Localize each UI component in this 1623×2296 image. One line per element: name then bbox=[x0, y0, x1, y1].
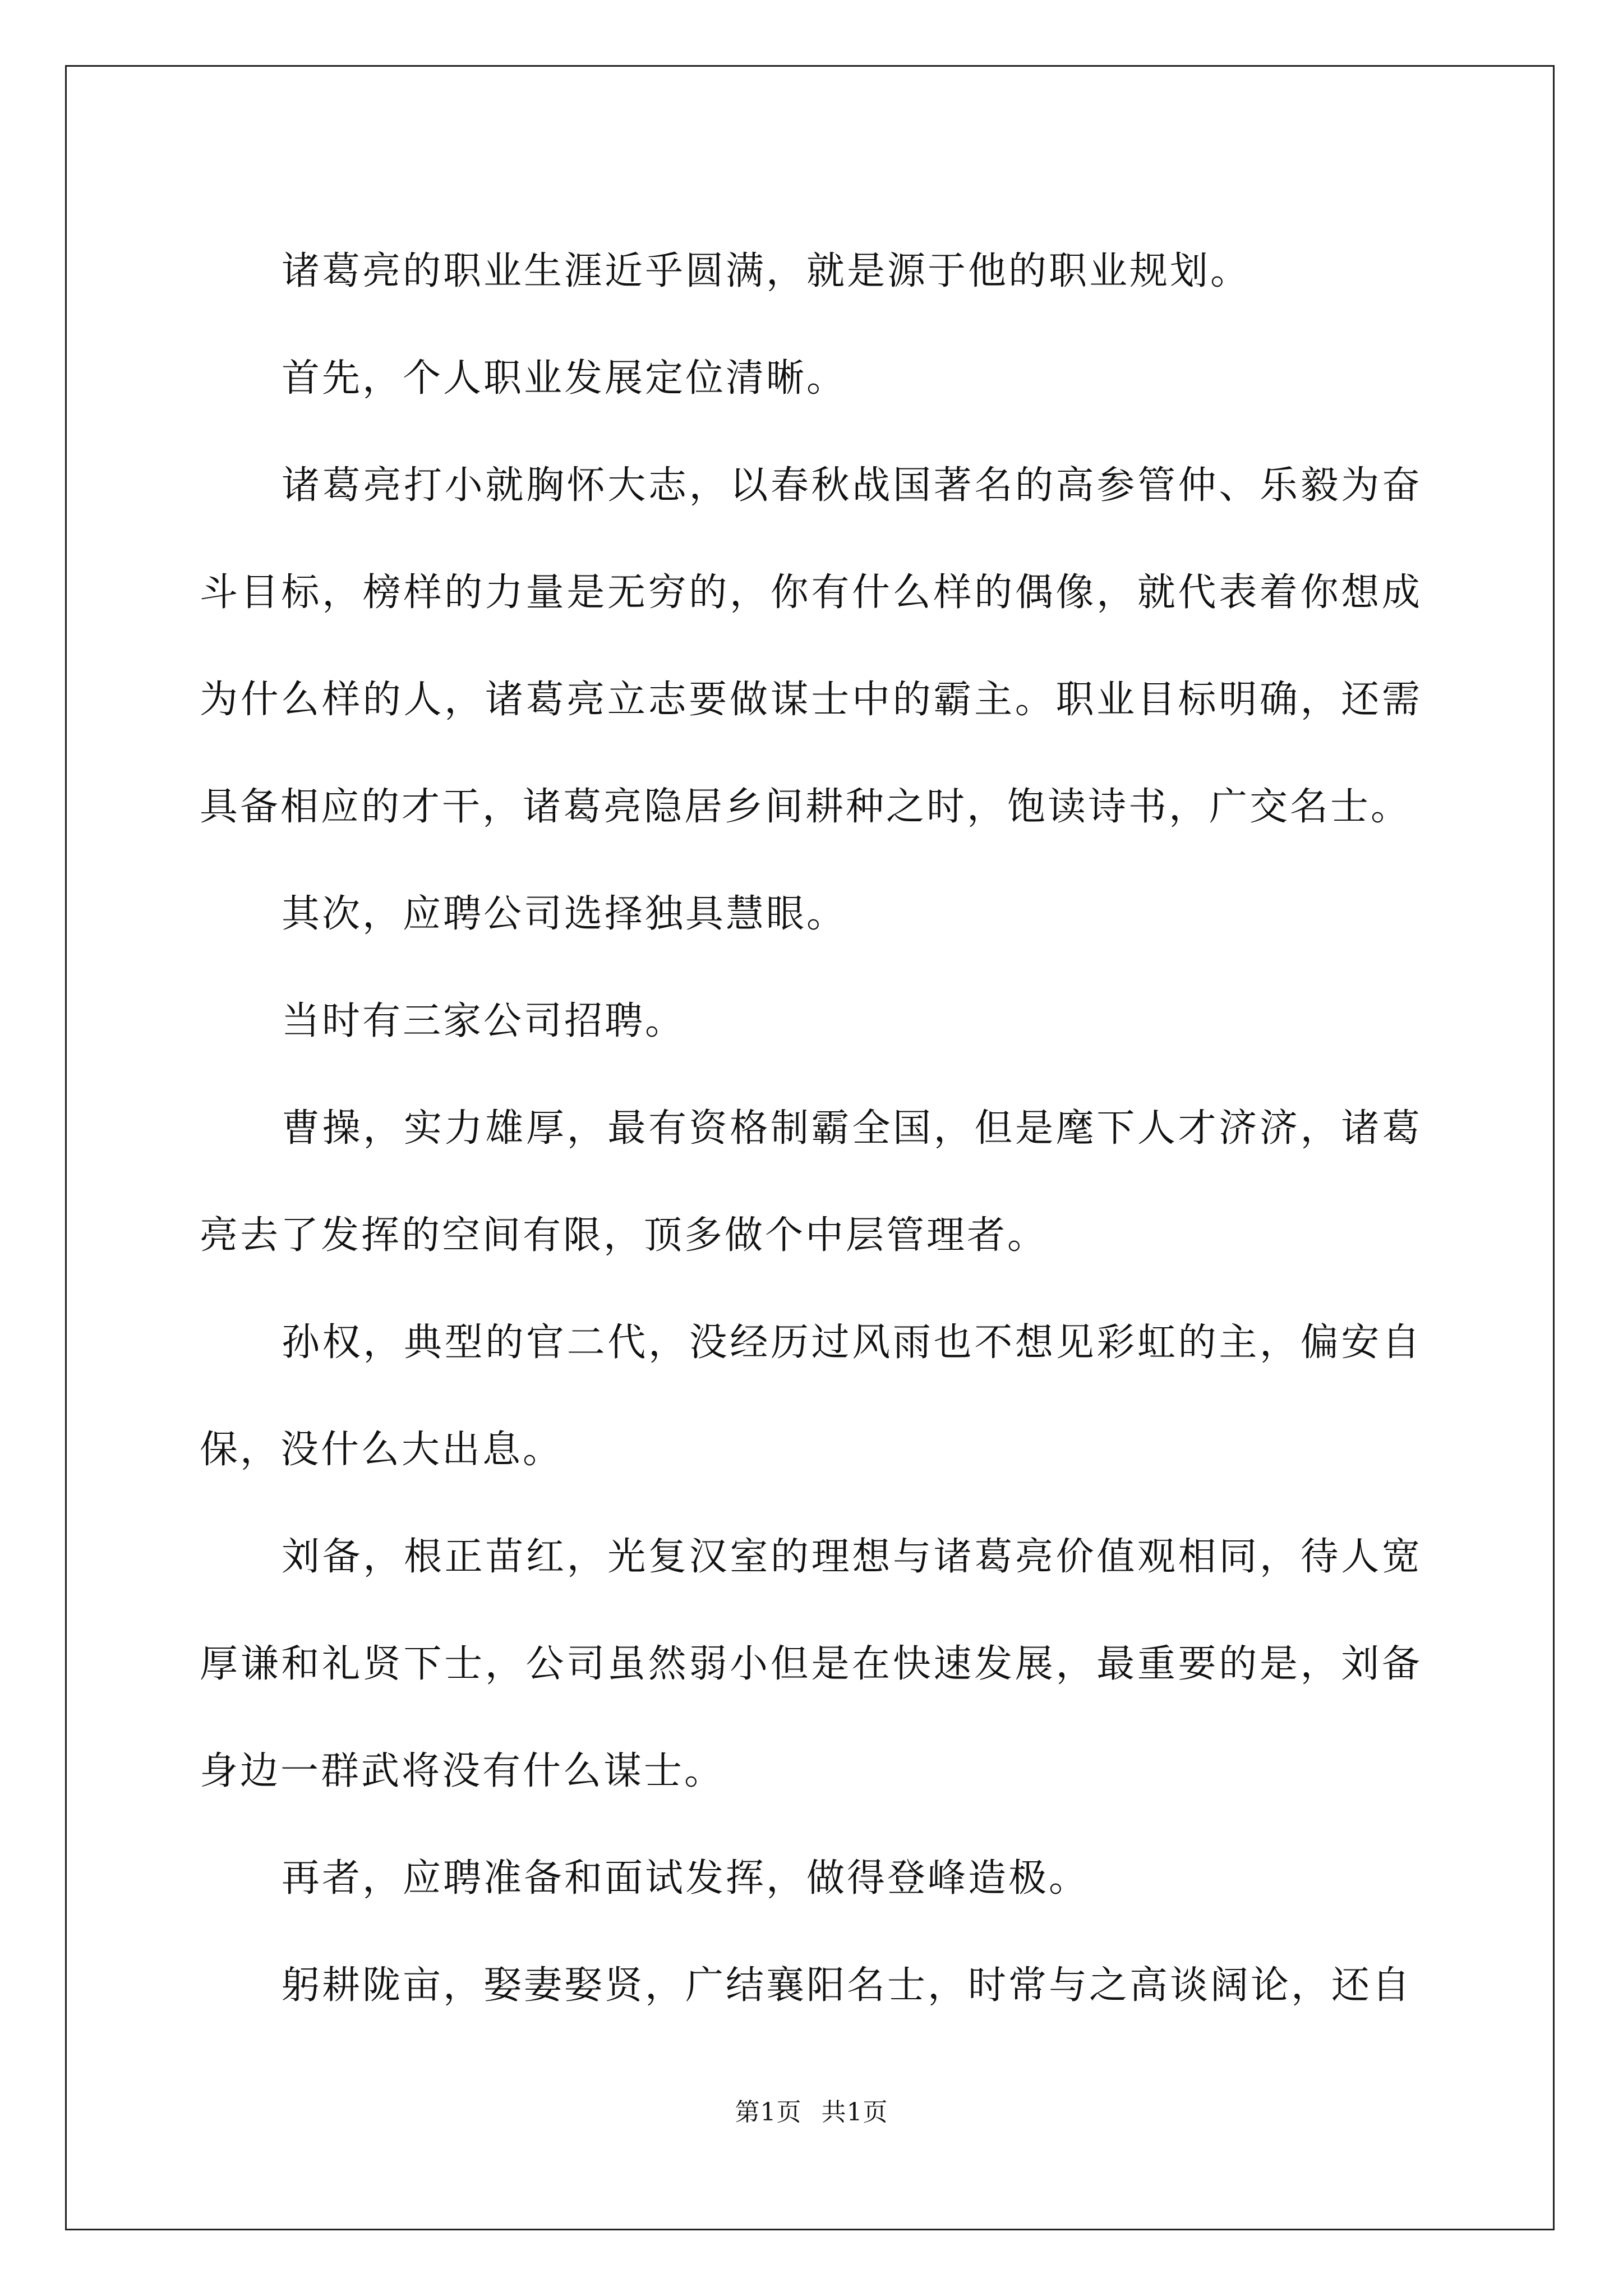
page-number: 第1页 bbox=[735, 2098, 802, 2127]
page-total: 共1页 bbox=[821, 2098, 888, 2127]
paragraph: 曹操，实力雄厚，最有资格制霸全国，但是麾下人才济济，诸葛亮去了发挥的空间有限，顶多做个中层管理者。 bbox=[200, 1106, 1422, 1258]
paragraph: 诸葛亮的职业生涯近乎圆满，就是源于他的职业规划。 bbox=[282, 249, 1251, 293]
page-footer bbox=[0, 2097, 1623, 2128]
paragraph: 躬耕陇亩，娶妻娶贤，广结襄阳名士，时常与之高谈阔论，还自 bbox=[282, 1963, 1413, 2008]
paragraph: 当时有三家公司招聘。 bbox=[282, 999, 686, 1043]
paragraph: 孙权，典型的官二代，没经历过风雨也不想见彩虹的主，偏安自保，没什么大出息。 bbox=[200, 1320, 1422, 1472]
paragraph: 诸葛亮打小就胸怀大志，以春秋战国著名的高参管仲、乐毅为奋斗目标，榜样的力量是无穷的，你有什么样的偶像，就代表着你想成为什么样的人，诸葛亮立志要做谋士中的霸主。职业目标明确，还需具备相应的才干，诸葛亮隐居乡间耕种之时，饱读诗书，广交名士。 bbox=[200, 463, 1422, 829]
paragraph: 刘备，根正苗红，光复汉室的理想与诸葛亮价值观相同，待人宽厚谦和礼贤下士，公司虽然弱小但是在快速发展，最重要的是，刘备身边一群武将没有什么谋士。 bbox=[200, 1535, 1422, 1793]
paragraph: 再者，应聘准备和面试发挥，做得登峰造极。 bbox=[282, 1856, 1090, 1901]
paragraph: 首先，个人职业发展定位清晰。 bbox=[282, 356, 847, 401]
paragraph: 其次，应聘公司选择独具慧眼。 bbox=[282, 892, 847, 936]
document-body bbox=[200, 218, 1422, 2039]
